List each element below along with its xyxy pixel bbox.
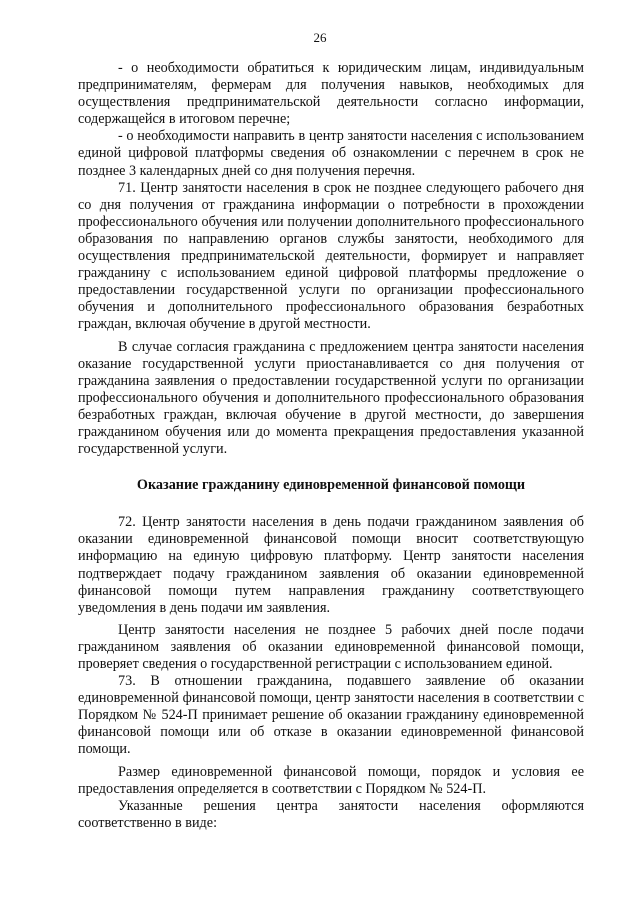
paragraph-amount: Размер единовременной финансовой помощи, порядок и условия ее предоставления определяется в соответствии с Порядком № 524-П. — [78, 763, 584, 797]
paragraph-check-registration: Центр занятости населения не позднее 5 рабочих дней после подачи гражданином заявления об оказании единовременной финансовой помощи, проверяет сведения о государственной регистрации с использованием единой. — [78, 621, 584, 672]
paragraph-bullet-legal-entities: - о необходимости обратиться к юридическим лицам, индивидуальным предпринимателям, фермерам для получения навыков, необходимых для осуществления предпринимательской деятельности согласно информации, содержащейся в итоговом перечне; — [78, 60, 584, 128]
page-number: 26 — [313, 30, 327, 45]
paragraph-72: 72. Центр занятости населения в день подачи гражданином заявления об оказании единовременной финансовой помощи вносит соответствующую информацию на единую цифровую платформу. Центр занятости населения подтверждает подачу гражданином заявления об оказании единовременной финансовой помощи путем направления гражданину соответствующего уведомления в день подачи им заявления. — [78, 514, 584, 616]
paragraph-71: 71. Центр занятости населения в срок не позднее следующего рабочего дня со дня получения от гражданина информации о потребности в прохождении профессионального обучения или получении дополнительного профессионального образования по направлению органов службы занятости, необходимого для осуществления предпринимательской деятельности, формирует и направляет гражданину с использованием единой цифровой платформы предложение о предоставлении государственной услуги по организации профессионального обучения и дополнительного профессионального образования безработных граждан, включая обучение в другой местности. — [78, 179, 584, 333]
section-heading: Оказание гражданину единовременной финансовой помощи — [136, 477, 526, 494]
paragraph-bullet-send-info: - о необходимости направить в центр занятости населения с использованием единой цифровой платформы сведения об ознакомлении с перечнем в срок не позднее 3 календарных дней со дня получения перечня. — [78, 128, 584, 179]
document-body — [78, 60, 584, 832]
paragraph-73: 73. В отношении гражданина, подавшего заявление об оказании единовременной финансовой помощи, центр занятости населения в соответствии с Порядком № 524-П принимает решение об оказании гражданину единовременной финансовой помощи или об отказе в оказании единовременной финансовой помощи. — [78, 673, 584, 758]
paragraph-decisions: Указанные решения центра занятости населения оформляются соответственно в виде: — [78, 797, 584, 831]
paragraph-consent: В случае согласия гражданина с предложением центра занятости населения оказание государственной услуги приостанавливается со дня получения от гражданина заявления о предоставлении государственной услуги по организации профессионального обучения и дополнительного профессионального образования безработных граждан, включая обучение в другой местности, до завершения гражданином обучения или до момента прекращения предоставления указанной государственной услуги. — [78, 338, 584, 458]
